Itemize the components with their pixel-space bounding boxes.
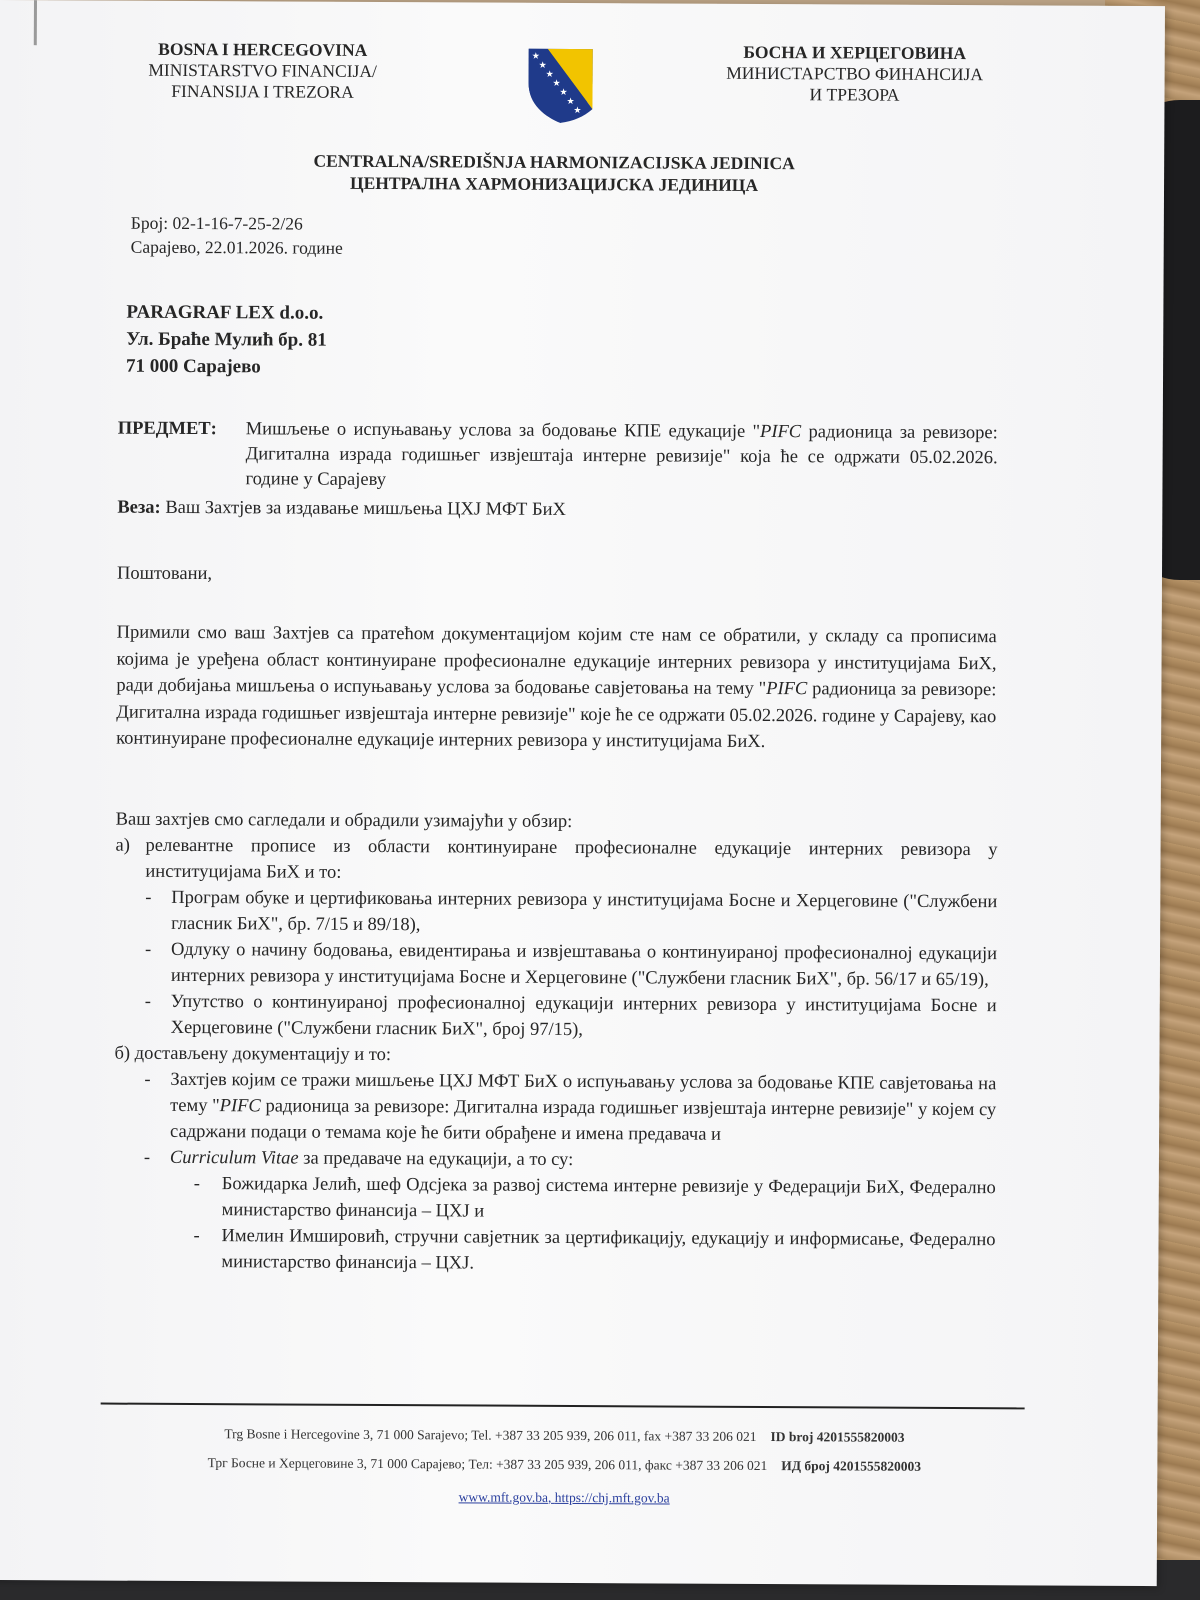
regulation-item xyxy=(115,989,997,1046)
footer-links xyxy=(102,1488,1026,1509)
unit-title-cyrillic: ЦЕНТРАЛНА ХАРМОНИЗАЦИЈСКА ЈЕДИНИЦА xyxy=(349,172,759,195)
item-a xyxy=(115,833,997,890)
lecturer-text: Божидарка Јелић, шеф Одсјека за развој система интерне ревизије у Федерацији БиХ, Федерално министарство финансија – ЦХЈ и xyxy=(221,1174,996,1222)
paper-crease xyxy=(34,0,37,45)
document-item xyxy=(114,1067,996,1150)
footer-cyrillic-text: Трг Босне и Херцеговине 3, 71 000 Сарајево; Тел: +387 33 205 939, 206 011, факс +387 33 206 021 xyxy=(207,1455,768,1474)
footer-latin-id: ID broj 4201555820003 xyxy=(770,1429,905,1445)
considerations-intro: Ваш захтјев смо сагледали и обрадили узимајући у обзир: xyxy=(115,809,573,833)
footer-cyrillic xyxy=(102,1455,1026,1476)
recipient-city: 71 000 Сарајево xyxy=(126,355,261,378)
footer-divider xyxy=(101,1403,1025,1410)
header-country-latin: BOSNA I HERCEGOVINA xyxy=(158,38,368,60)
svg-text:★: ★ xyxy=(552,78,561,89)
veza-line xyxy=(117,498,566,521)
subject-text-italic: PIFC xyxy=(760,421,802,443)
website-link[interactable]: www.mft.gov.ba xyxy=(458,1489,549,1505)
header-ministry-latin-2: FINANSIJA I TREZORA xyxy=(171,80,354,102)
footer-cyrillic-id: ИД број 4201555820003 xyxy=(781,1458,922,1474)
dash-bullet: - xyxy=(144,939,152,960)
paragraph-text-2: радионица за ревизоре: Дигитална израда годишњег извјештаја интерне ревизије" које ће се одржати 05.02.2026. године у Сарајеву, као континуиране професионалне едукације интерних ревизора у институцијама БиХ. xyxy=(116,679,997,753)
greeting: Поштовани, xyxy=(116,563,213,585)
chj-website-link[interactable]: https://chj.mft.gov.ba xyxy=(554,1489,670,1506)
document-text-italic: PIFC xyxy=(219,1096,261,1117)
regulation-item xyxy=(115,937,997,994)
reference-date: Сарајево, 22.01.2026. године xyxy=(130,236,343,258)
item-a-mark: а) xyxy=(115,835,131,856)
paragraph-text-1: Примили смо ваш Захтјев са пратећом документацијом којим сте нам се обратили, у складу са прописима којима је уређена област континуиране професионалне едукације интерних ревизора у институцијама БиХ, ради добијања мишљења о испуњавању услова за бодовање савјетовања на тему " xyxy=(116,622,997,700)
item-b: б) достављену документацију и то: xyxy=(114,1043,392,1066)
svg-text:★: ★ xyxy=(566,96,575,108)
lecturer-item xyxy=(114,1171,996,1228)
dash-bullet: - xyxy=(144,1069,151,1090)
subject-text xyxy=(245,417,997,496)
lecturer-text: Имелин Имшировић, стручни савјетник за цертификацију, едукацију и информисање, Федерално министарство финансија – ЦХЈ. xyxy=(221,1226,996,1274)
recipient-address xyxy=(126,299,327,381)
considerations-list xyxy=(113,807,997,1280)
paragraph-text-italic: PIFC xyxy=(766,679,808,700)
main-paragraph xyxy=(116,620,997,757)
recipient-company: PARAGRAF LEX d.o.o. xyxy=(126,301,324,324)
regulation-text: Упутство о континуираној професионалној едукацији интерних ревизора у институцијама Босне и Херцеговине ("Службени гласник БиХ", број 97/15), xyxy=(170,991,997,1041)
reference-number: Број: 02-1-16-7-25-2/26 xyxy=(130,212,303,234)
header-ministry-cyrillic-2: И ТРЕЗОРА xyxy=(809,84,900,105)
subject-text-1: Мишљење о испуњавању услова за бодовање КПЕ едукације " xyxy=(245,419,761,442)
dash-bullet: - xyxy=(144,991,151,1012)
subject-block xyxy=(117,417,997,497)
cv-label: Curriculum Vitae xyxy=(169,1147,299,1169)
svg-text:★: ★ xyxy=(559,87,568,98)
regulation-text: Одлуку о начину бодовања, евидентирања и извјештавања о континуираној професионалној едукацији интерних ревизора у институцијама Босне и Херцеговине ("Службени гласник БиХ", бр. 56/17 и 65/19), xyxy=(170,939,998,991)
header-cyrillic xyxy=(699,42,1009,107)
regulation-item xyxy=(115,885,997,942)
header-country-cyrillic: БОСНА И ХЕРЦЕГОВИНА xyxy=(743,41,967,64)
svg-text:★: ★ xyxy=(573,106,582,117)
dash-bullet: - xyxy=(193,1226,200,1247)
cv-text: за предаваче на едукацији, а то су: xyxy=(298,1148,574,1171)
subject-label: ПРЕДМЕТ: xyxy=(117,418,217,440)
dash-bullet: - xyxy=(145,887,152,908)
svg-text:★: ★ xyxy=(545,69,554,80)
svg-text:★: ★ xyxy=(538,60,547,71)
footer-latin-text: Trg Bosne i Hercegovine 3, 71 000 Sarajevo; Tel. +387 33 205 939, 206 011, fax +387 33 206 021 xyxy=(224,1426,757,1444)
regulation-text: Програм обуке и цертификовања интерних ревизора у институцијама Босне и Херцеговине ("Службени гласник БиХ", бр. 7/15 и 89/18), xyxy=(171,887,998,936)
reference-block xyxy=(131,211,343,260)
footer-latin xyxy=(102,1426,1026,1447)
header-latin xyxy=(117,39,407,104)
dash-bullet: - xyxy=(193,1174,201,1195)
header-ministry-cyrillic-1: МИНИСТАРСТВО ФИНАНСИЈА xyxy=(726,62,984,85)
veza-label: Веза: xyxy=(117,497,161,518)
unit-title-latin: CENTRALNA/SREDIŠNJA HARMONIZACIJSKA JEDINICA xyxy=(313,150,795,174)
svg-text:★: ★ xyxy=(531,51,540,62)
document-text-1: Захтјев којим се тражи мишљење ЦХЈ МФТ БиХ о испуњавању услова за бодовање КПЕ савјетовања на тему " xyxy=(170,1069,997,1117)
unit-title xyxy=(229,149,879,196)
bih-coat-of-arms-icon xyxy=(525,47,595,125)
lecturer-item xyxy=(113,1223,995,1280)
link-separator: , xyxy=(547,1489,555,1505)
recipient-street: Ул. Браће Мулић бр. 81 xyxy=(126,328,327,351)
item-a-text: релевантне прописе из области континуиране професионалне едукације интерних ревизора у институцијама БиХ и то: xyxy=(145,835,998,883)
header-ministry-latin-1: MINISTARSTVO FINANCIJA/ xyxy=(148,59,377,81)
subject-text-2: радионица за ревизоре: Дигитална израда годишњег извјештаја интерне ревизије" која ће се одржати 05.02.2026. године у Сарајеву xyxy=(245,422,998,491)
document-text-2: радионица за ревизоре: Дигитална израда годишњег извјештаја интерне ревизије" у којем су садржани подаци о темама које ће бити обрађене и имена предавача и xyxy=(170,1096,997,1145)
dash-bullet: - xyxy=(143,1147,151,1168)
veza-text: Ваш Захтјев за издавање мишљења ЦХЈ МФТ БиХ xyxy=(160,497,566,520)
